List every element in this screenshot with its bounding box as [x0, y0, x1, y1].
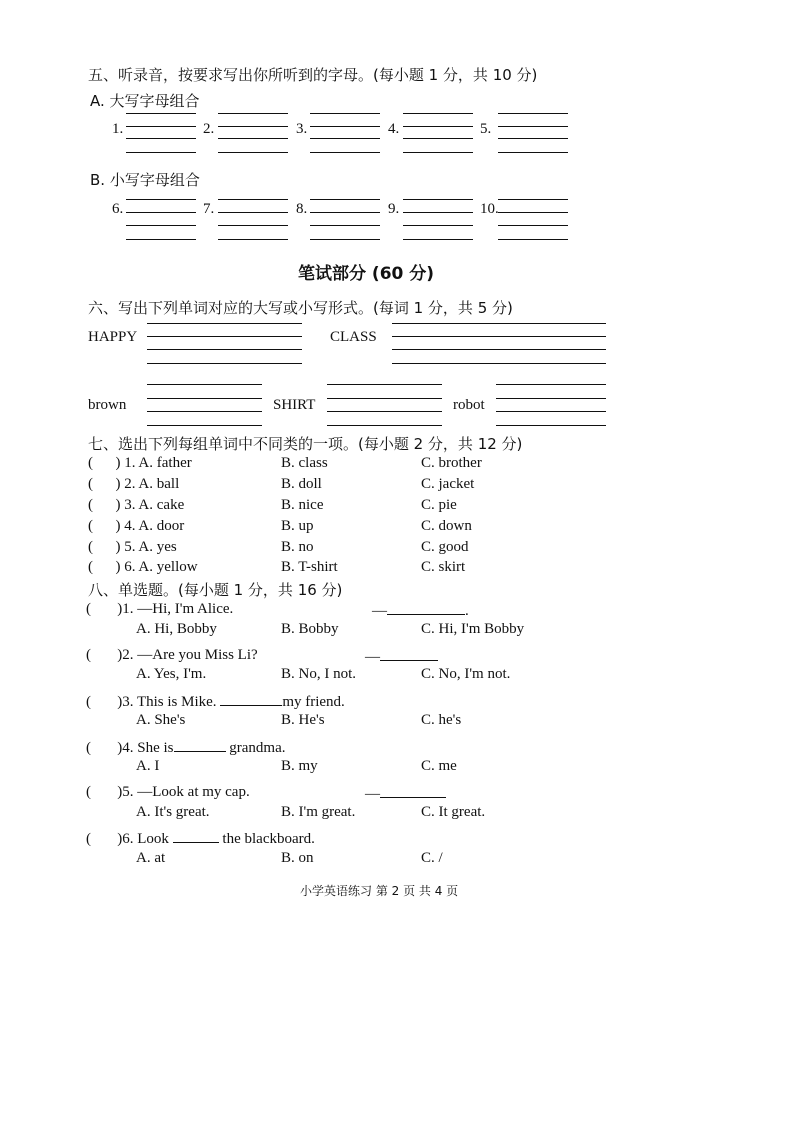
writing-line[interactable]	[496, 411, 606, 412]
writing-line[interactable]	[218, 212, 288, 213]
section-5-part-b: B. 小写字母组合	[90, 171, 200, 189]
section-7-title: 七、选出下列每组单词中不同类的一项。(每小题 2 分，共 12 分)	[88, 435, 523, 453]
question-text: )3. This is Mike.	[117, 694, 217, 710]
question-text: ) 1. A. father	[115, 455, 192, 471]
list-item	[86, 647, 258, 664]
writing-line[interactable]	[498, 113, 568, 114]
answer-slot[interactable]: (	[88, 455, 116, 471]
writing-line[interactable]	[147, 336, 302, 337]
question-text: ) 4. A. door	[115, 518, 185, 534]
question-number: 3.	[296, 121, 308, 137]
fill-blank[interactable]	[220, 692, 282, 706]
option-c: C. good	[421, 539, 469, 555]
option-c: C. No, I'm not.	[421, 666, 511, 682]
question-text: )1. —Hi, I'm Alice.	[117, 601, 234, 617]
writing-line[interactable]	[126, 212, 196, 213]
question-text-end: grandma.	[229, 740, 286, 756]
word-shirt: SHIRT	[273, 397, 316, 413]
question-number: 2.	[203, 121, 215, 137]
writing-line[interactable]	[327, 384, 442, 385]
writing-line[interactable]	[496, 398, 606, 399]
option-c: C. It great.	[421, 804, 486, 820]
option-c: C. down	[421, 518, 472, 534]
list-item	[88, 559, 198, 576]
list-item	[86, 692, 345, 711]
writing-line[interactable]	[403, 239, 473, 240]
writing-line[interactable]	[126, 126, 196, 127]
option-c: C. he's	[421, 712, 462, 728]
writing-line[interactable]	[126, 113, 196, 114]
writing-line[interactable]	[147, 349, 302, 350]
section-5-title: 五、听录音，按要求写出你所听到的字母。(每小题 1 分，共 10 分)	[88, 66, 538, 84]
writing-line[interactable]	[392, 323, 606, 324]
option-a: A. at	[136, 850, 166, 866]
writing-line[interactable]	[403, 225, 473, 226]
question-text: ) 6. A. yellow	[115, 559, 198, 575]
option-a: A. I	[136, 758, 160, 774]
reply-blank[interactable]: —	[365, 647, 438, 666]
question-number: 10.	[480, 201, 499, 217]
fill-blank[interactable]	[174, 738, 226, 752]
writing-line[interactable]	[126, 199, 196, 200]
writing-line[interactable]	[218, 225, 288, 226]
writing-line[interactable]	[218, 126, 288, 127]
writing-line[interactable]	[403, 113, 473, 114]
answer-slot[interactable]: (	[88, 518, 116, 534]
option-b: B. He's	[281, 712, 325, 728]
word-happy: HAPPY	[88, 329, 138, 345]
option-c: C. Hi, I'm Bobby	[421, 621, 525, 637]
writing-line[interactable]	[218, 113, 288, 114]
list-item	[86, 784, 250, 801]
list-item	[86, 601, 233, 618]
writing-line[interactable]	[392, 363, 606, 364]
writing-line[interactable]	[147, 323, 302, 324]
page-footer: 小学英语练习 第 2 页 共 4 页	[300, 884, 459, 898]
option-a: A. Hi, Bobby	[136, 621, 217, 637]
question-number: 4.	[388, 121, 400, 137]
question-number: 8.	[296, 201, 308, 217]
answer-slot[interactable]: (	[88, 497, 116, 513]
section-6-title: 六、写出下列单词对应的大写或小写形式。(每词 1 分，共 5 分)	[88, 299, 513, 317]
answer-slot[interactable]: (	[88, 539, 116, 555]
list-item	[86, 829, 315, 848]
section-8-title: 八、单选题。(每小题 1 分，共 16 分)	[88, 581, 343, 599]
list-item	[86, 738, 285, 757]
written-part-title: 笔试部分 (60 分)	[298, 264, 435, 284]
writing-line[interactable]	[126, 152, 196, 153]
answer-slot[interactable]: (	[86, 601, 118, 617]
question-text-end: my friend.	[282, 694, 345, 710]
option-c: C. brother	[421, 455, 482, 471]
option-b: B. my	[281, 758, 318, 774]
word-class: CLASS	[330, 329, 377, 345]
writing-line[interactable]	[498, 138, 568, 139]
option-a: A. Yes, I'm.	[136, 666, 207, 682]
writing-line[interactable]	[403, 138, 473, 139]
option-b: B. nice	[281, 497, 324, 513]
question-text: ) 5. A. yes	[115, 539, 177, 555]
option-a: A. She's	[136, 712, 186, 728]
writing-line[interactable]	[403, 199, 473, 200]
writing-line[interactable]	[392, 336, 606, 337]
writing-line[interactable]	[147, 384, 262, 385]
writing-line[interactable]	[310, 212, 380, 213]
option-b: B. I'm great.	[281, 804, 356, 820]
question-number: 9.	[388, 201, 400, 217]
writing-line[interactable]	[310, 126, 380, 127]
answer-slot[interactable]: (	[86, 831, 118, 847]
option-c: C. jacket	[421, 476, 475, 492]
writing-line[interactable]	[496, 425, 606, 426]
writing-line[interactable]	[310, 239, 380, 240]
option-b: B. no	[281, 539, 314, 555]
writing-line[interactable]	[498, 212, 568, 213]
writing-line[interactable]	[147, 411, 262, 412]
list-item	[88, 497, 184, 514]
writing-line[interactable]	[498, 225, 568, 226]
writing-line[interactable]	[310, 199, 380, 200]
writing-line[interactable]	[403, 126, 473, 127]
writing-line[interactable]	[218, 152, 288, 153]
writing-line[interactable]	[126, 225, 196, 226]
list-item	[88, 539, 177, 556]
question-text-end: the blackboard.	[222, 831, 315, 847]
section-5-part-a: A. 大写字母组合	[90, 92, 200, 110]
writing-line[interactable]	[498, 152, 568, 153]
writing-line[interactable]	[147, 363, 302, 364]
writing-line[interactable]	[498, 199, 568, 200]
writing-line[interactable]	[327, 411, 442, 412]
writing-line[interactable]	[496, 384, 606, 385]
option-c: C. skirt	[421, 559, 466, 575]
answer-slot[interactable]: (	[86, 740, 118, 756]
writing-line[interactable]	[403, 212, 473, 213]
question-text: )6. Look	[117, 831, 169, 847]
writing-line[interactable]	[218, 138, 288, 139]
option-b: B. up	[281, 518, 314, 534]
writing-line[interactable]	[147, 425, 262, 426]
answer-slot[interactable]: (	[88, 559, 116, 575]
list-item	[88, 476, 179, 493]
writing-line[interactable]	[327, 398, 442, 399]
writing-line[interactable]	[218, 199, 288, 200]
writing-line[interactable]	[392, 349, 606, 350]
writing-line[interactable]	[126, 239, 196, 240]
answer-slot[interactable]: (	[86, 647, 118, 663]
writing-line[interactable]	[310, 138, 380, 139]
word-brown: brown	[88, 397, 127, 413]
reply-blank[interactable]: — .	[372, 603, 469, 619]
writing-line[interactable]	[403, 152, 473, 153]
option-b: B. doll	[281, 476, 322, 492]
question-text: )4. She is	[117, 740, 174, 756]
writing-line[interactable]	[218, 239, 288, 240]
option-a: A. It's great.	[136, 804, 210, 820]
question-number: 7.	[203, 201, 215, 217]
question-number: 1.	[112, 121, 124, 137]
writing-line[interactable]	[327, 425, 442, 426]
question-text: )2. —Are you Miss Li?	[117, 647, 258, 663]
writing-line[interactable]	[126, 138, 196, 139]
word-robot: robot	[453, 397, 485, 413]
question-text: ) 2. A. ball	[115, 476, 180, 492]
list-item	[88, 518, 184, 535]
option-c: C. pie	[421, 497, 457, 513]
question-number: 6.	[112, 201, 124, 217]
option-b: B. T-shirt	[281, 559, 338, 575]
question-number: 5.	[480, 121, 492, 137]
answer-slot[interactable]: (	[88, 476, 116, 492]
question-text: )5. —Look at my cap.	[117, 784, 250, 800]
option-b: B. on	[281, 850, 314, 866]
question-text: ) 3. A. cake	[115, 497, 185, 513]
option-b: B. class	[281, 455, 328, 471]
option-c: C. /	[421, 850, 443, 866]
writing-line[interactable]	[310, 152, 380, 153]
option-b: B. Bobby	[281, 621, 339, 637]
option-b: B. No, I not.	[281, 666, 356, 682]
option-c: C. me	[421, 758, 457, 774]
answer-slot[interactable]: (	[86, 694, 118, 710]
writing-line[interactable]	[147, 398, 262, 399]
writing-line[interactable]	[310, 225, 380, 226]
reply-blank[interactable]: —	[365, 784, 446, 803]
writing-line[interactable]	[498, 239, 568, 240]
writing-line[interactable]	[310, 113, 380, 114]
answer-slot[interactable]: (	[86, 784, 118, 800]
fill-blank[interactable]	[173, 829, 219, 843]
writing-line[interactable]	[498, 126, 568, 127]
list-item	[88, 455, 192, 472]
